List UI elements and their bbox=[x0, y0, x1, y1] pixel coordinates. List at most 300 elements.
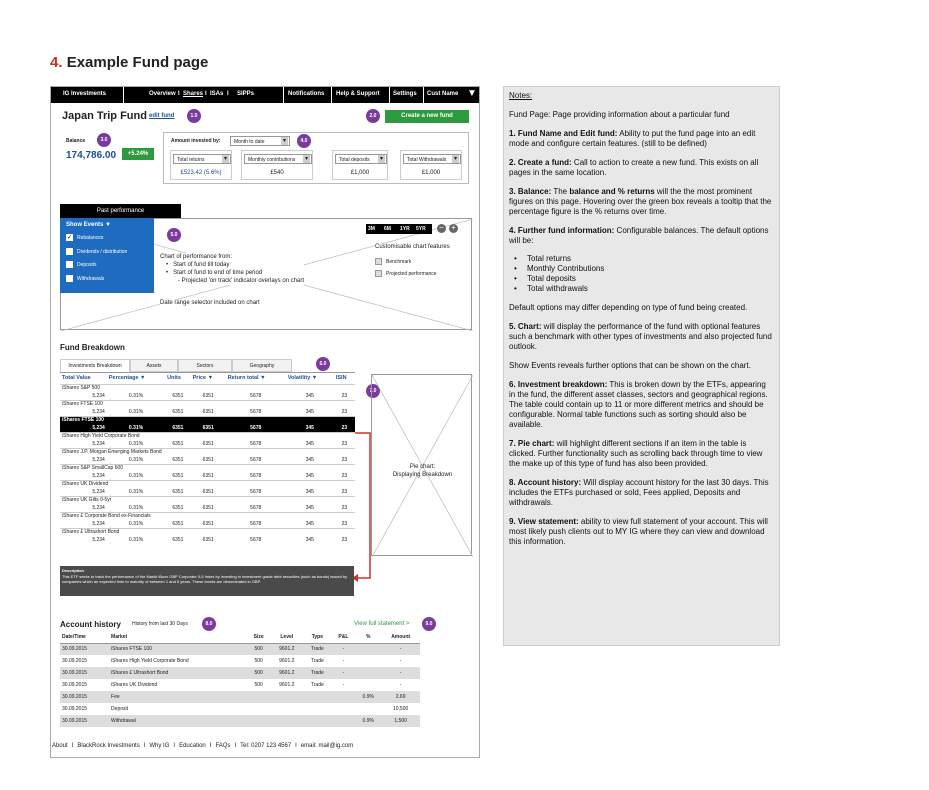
history-cell: - bbox=[342, 682, 345, 688]
table-cell: 6351 bbox=[172, 537, 184, 543]
range-button[interactable]: 3M bbox=[368, 226, 375, 232]
note-2-text: Call to action to create a new fund. This exists on all pages in the same location. bbox=[509, 158, 759, 177]
note-4-text: Configurable balances. The default options will be: bbox=[509, 226, 769, 245]
note-4-list-item: • Total withdrawals bbox=[527, 284, 774, 294]
column-header[interactable]: Return total ▼ bbox=[227, 375, 266, 382]
history-cell bbox=[332, 715, 356, 727]
nav-shares[interactable]: Shares bbox=[183, 91, 204, 97]
event-option[interactable] bbox=[66, 275, 104, 282]
history-cell: 500 bbox=[254, 670, 263, 676]
table-row-name[interactable] bbox=[60, 448, 355, 456]
invested-card bbox=[170, 150, 232, 180]
table-cell: 0.31% bbox=[128, 504, 144, 511]
history-cell: 30.09.2015 bbox=[62, 706, 88, 712]
checkbox-icon[interactable] bbox=[66, 261, 73, 268]
card-value: £1,000 bbox=[350, 170, 370, 176]
history-cell: iShares UK Dividend bbox=[111, 682, 158, 688]
etf-name: iShares £ Corporate Bond ex-Financials bbox=[60, 512, 355, 520]
history-cell bbox=[355, 667, 381, 679]
history-cell bbox=[270, 691, 303, 703]
invested-card bbox=[400, 150, 462, 180]
history-cell: 30.09.2015 bbox=[62, 694, 88, 700]
history-cell bbox=[355, 655, 381, 667]
table-cell: 5,234 bbox=[92, 440, 105, 447]
table-cell: 0.31% bbox=[128, 537, 144, 543]
history-cell: 500 bbox=[254, 658, 263, 664]
breakdown-tab[interactable]: Investments Breakdown bbox=[60, 359, 130, 372]
table-cell: 6351 bbox=[172, 472, 184, 479]
balance-label: Balance bbox=[66, 138, 86, 144]
table-cell: 5678 bbox=[250, 504, 262, 511]
history-cell: iShares FTSE 100 bbox=[111, 646, 152, 653]
custom-features-label: Customisable chart features bbox=[375, 244, 450, 250]
etf-name: iShares UK Gilts 0-5yr bbox=[60, 496, 355, 504]
column-header[interactable]: Units bbox=[167, 375, 181, 382]
badge-3: 3.0 bbox=[97, 133, 111, 147]
history-cell: 9601.2 bbox=[279, 658, 295, 664]
table-cell: 5,234 bbox=[92, 504, 105, 511]
table-cell: 6351 bbox=[172, 520, 184, 527]
history-cell bbox=[303, 703, 332, 715]
history-cell bbox=[270, 703, 303, 715]
zoom-in-icon[interactable]: + bbox=[449, 224, 458, 233]
column-header[interactable]: Total Value bbox=[62, 375, 91, 382]
table-cell: 23 bbox=[341, 537, 348, 543]
history-row bbox=[60, 703, 420, 715]
footer-separator: I bbox=[173, 743, 176, 749]
badge-8: 8.0 bbox=[202, 617, 216, 631]
invested-card bbox=[241, 150, 313, 180]
note-5-text: will display the performance of the fund with optional features such a benchmark with other types of investments and also projected fund outlook. bbox=[509, 322, 772, 351]
table-cell: 6351 bbox=[172, 440, 184, 447]
history-cell: - bbox=[342, 658, 345, 664]
history-cell: Trade bbox=[310, 658, 324, 664]
etf-name: iShares FTSE 100 bbox=[60, 416, 355, 424]
table-cell: 0.31% bbox=[128, 392, 144, 399]
etf-name: iShares J.P. Morgan Emerging Markets Bond bbox=[60, 448, 355, 456]
history-column-header[interactable]: Size bbox=[247, 632, 271, 643]
table-cell: 5678 bbox=[250, 440, 262, 447]
note-8-title: 8. Account history: bbox=[509, 478, 582, 487]
balance-value: 174,786.00 bbox=[66, 150, 117, 161]
fund-name: Japan Trip Fund bbox=[62, 110, 147, 122]
table-row-name[interactable] bbox=[60, 464, 355, 472]
history-row bbox=[60, 655, 420, 667]
description-box bbox=[60, 566, 354, 596]
history-cell: Fee bbox=[111, 694, 120, 700]
show-events-label[interactable]: Show Events bbox=[66, 222, 104, 228]
card-metric-select[interactable]: Monthly contributions ▾ bbox=[244, 154, 312, 164]
table-cell: 6351 bbox=[202, 392, 214, 399]
table-row[interactable] bbox=[60, 536, 355, 544]
event-option[interactable] bbox=[66, 261, 96, 268]
range-button[interactable]: 5YR bbox=[416, 226, 426, 232]
history-cell bbox=[247, 703, 271, 715]
projected-checkbox[interactable] bbox=[375, 270, 382, 277]
table-row-name[interactable] bbox=[60, 432, 355, 440]
table-cell: 6351 bbox=[202, 504, 214, 511]
history-cell: Deposit bbox=[111, 706, 128, 712]
table-row[interactable] bbox=[60, 488, 355, 496]
footer-link[interactable]: Why IG bbox=[149, 743, 170, 749]
table-cell: 6351 bbox=[202, 408, 214, 415]
table-cell: 6351 bbox=[202, 456, 214, 463]
table-cell: 23 bbox=[341, 440, 348, 447]
table-cell: 345 bbox=[305, 472, 314, 479]
heading-number: 4. bbox=[50, 54, 63, 71]
history-subtitle: History from last 30 Days bbox=[132, 621, 188, 627]
note-1-title: 1. Fund Name and Edit fund: bbox=[509, 129, 618, 138]
history-cell: 0.9% bbox=[362, 694, 374, 700]
table-cell: 0.31% bbox=[128, 488, 144, 495]
history-cell: - bbox=[399, 670, 402, 676]
footer-separator: I bbox=[295, 743, 297, 749]
table-cell: 6351 bbox=[172, 392, 184, 399]
table-row-name[interactable] bbox=[60, 496, 355, 504]
badge-9: 9.0 bbox=[422, 617, 436, 631]
card-metric-select[interactable]: Total Withdrawals ▾ bbox=[403, 154, 461, 164]
history-cell: 30.09.2015 bbox=[62, 682, 88, 688]
table-cell: 23 bbox=[341, 520, 348, 527]
notes-panel bbox=[503, 86, 780, 646]
nav-overview[interactable]: Overview bbox=[149, 91, 176, 97]
note-9-text: ability to view full statement of your account. This will most likely push clients out to MY IG where they can view and download this information. bbox=[509, 517, 768, 546]
column-header[interactable]: ISIN bbox=[335, 375, 347, 382]
table-cell: 23 bbox=[341, 424, 348, 431]
table-cell: 6351 bbox=[202, 537, 214, 543]
edit-fund-link[interactable]: edit fund bbox=[149, 113, 175, 119]
table-cell: 5678 bbox=[250, 472, 262, 479]
table-cell: 6351 bbox=[202, 424, 214, 431]
invested-label: Amount invested by: bbox=[171, 138, 221, 144]
table-cell: 6351 bbox=[172, 456, 184, 463]
table-cell: 5,234 bbox=[92, 408, 105, 415]
breakdown-table bbox=[60, 373, 355, 544]
event-option-label: Rebalances bbox=[77, 234, 104, 241]
history-cell: 30.09.2015 bbox=[62, 658, 88, 664]
chart-note-4: - Projected 'on track' indicator overlays on chart bbox=[178, 278, 305, 284]
chart-note-2: Start of fund till today bbox=[173, 262, 230, 268]
table-row[interactable] bbox=[60, 392, 355, 400]
view-statement-link[interactable]: View full statement > bbox=[354, 621, 410, 627]
table-cell: 5678 bbox=[250, 537, 262, 543]
history-cell: 2.69 bbox=[395, 694, 406, 700]
create-fund-button[interactable]: Create a new fund bbox=[385, 110, 469, 123]
note-5-extra: Show Events reveals further options that can be shown on the chart. bbox=[509, 361, 751, 370]
etf-name: iShares S&P SmallCap 600 bbox=[60, 464, 355, 472]
table-cell: 345 bbox=[305, 408, 314, 415]
description-arrow bbox=[350, 428, 380, 584]
footer-link[interactable]: Education bbox=[179, 743, 206, 749]
chart-notes: Chart of performance from: • Start of fund till today • Start of fund to end of time period - Projected 'on track' indicator overlays on chart bbox=[160, 254, 305, 284]
history-cell bbox=[332, 691, 356, 703]
pie-chart-placeholder[interactable] bbox=[371, 374, 472, 556]
event-option-label: Deposits bbox=[77, 261, 97, 268]
history-row bbox=[60, 667, 420, 679]
table-cell: 5678 bbox=[250, 520, 262, 527]
card-value: £540 bbox=[270, 170, 284, 176]
footer-link[interactable]: Tel: 0207 123 4567 bbox=[240, 743, 292, 749]
note-5-title: 5. Chart: bbox=[509, 322, 542, 331]
table-row[interactable] bbox=[60, 424, 355, 432]
history-cell: - bbox=[399, 682, 402, 688]
history-cell bbox=[355, 679, 381, 691]
card-metric-select[interactable]: Total deposits ▾ bbox=[335, 154, 387, 164]
table-cell: 345 bbox=[305, 456, 314, 463]
checkbox-icon[interactable] bbox=[66, 248, 73, 255]
note-4-list-item: • Total returns bbox=[527, 254, 774, 264]
history-cell: 30.09.2015 bbox=[62, 718, 88, 724]
history-column-header[interactable]: Type bbox=[303, 632, 332, 643]
badge-7: 7.0 bbox=[366, 384, 380, 398]
table-cell: 6351 bbox=[172, 504, 184, 511]
history-cell: - bbox=[399, 646, 402, 653]
card-value: £523.42 (5.6%) bbox=[180, 170, 222, 176]
note-7-text: will highlight different sections if an item in the table is clicked. Further functionality such as scrolling back through time to view the make up of this type of fund has also been provided. bbox=[509, 439, 763, 468]
history-column-header[interactable]: Date/Time bbox=[60, 632, 109, 643]
checked-checkbox-icon[interactable]: ✓ bbox=[67, 235, 73, 241]
range-button[interactable]: 1YR bbox=[400, 226, 410, 232]
event-option[interactable] bbox=[66, 234, 103, 241]
table-cell: 6351 bbox=[172, 424, 184, 431]
history-cell: 500 bbox=[254, 646, 263, 653]
history-cell: - bbox=[399, 658, 402, 664]
invested-card bbox=[332, 150, 388, 180]
table-cell: 6351 bbox=[202, 488, 214, 495]
note-3-text-b: will the the most prominent figures on this page. Hovering over the green box reveals a tooltip that the percentage figure is the % returns over time. bbox=[509, 187, 772, 216]
table-cell: 6351 bbox=[172, 408, 184, 415]
footer bbox=[51, 743, 479, 749]
badge-1: 1.0 bbox=[187, 109, 201, 123]
note-6-title: 6. Investment breakdown: bbox=[509, 380, 608, 389]
table-row-name[interactable] bbox=[60, 416, 355, 424]
table-cell: 5,234 bbox=[92, 488, 105, 495]
table-cell: 345 bbox=[305, 488, 314, 495]
history-cell: 30.09.2015 bbox=[62, 646, 88, 653]
footer-separator: I bbox=[71, 743, 74, 749]
history-column-header[interactable]: Level bbox=[270, 632, 303, 643]
table-cell: 345 bbox=[305, 520, 314, 527]
table-cell: 23 bbox=[341, 392, 348, 399]
history-cell bbox=[303, 715, 332, 727]
badge-5: 5.0 bbox=[167, 228, 181, 242]
nav-help[interactable]: Help & Support bbox=[336, 91, 380, 97]
nav-notifications[interactable]: Notifications bbox=[288, 91, 325, 97]
history-title: Account history bbox=[60, 620, 121, 629]
history-cell: 9601.2 bbox=[279, 670, 295, 676]
footer-separator: I bbox=[234, 743, 237, 749]
table-cell: 5,234 bbox=[92, 424, 105, 431]
table-cell: 5678 bbox=[250, 392, 262, 399]
etf-name: iShares UK Dividend bbox=[60, 480, 355, 488]
history-cell bbox=[247, 691, 271, 703]
history-cell: - bbox=[342, 646, 345, 653]
table-cell: 6351 bbox=[202, 520, 214, 527]
history-cell bbox=[303, 691, 332, 703]
table-cell: 5,234 bbox=[92, 520, 105, 527]
table-cell: 0.31% bbox=[128, 520, 144, 527]
event-option-label: Withdrawals bbox=[77, 275, 105, 282]
returns-badge[interactable]: +5.24% bbox=[122, 148, 154, 160]
history-table bbox=[60, 632, 420, 727]
nav-sipps[interactable]: SIPPs bbox=[237, 91, 255, 97]
history-cell: Trade bbox=[310, 646, 324, 653]
badge-2: 2.0 bbox=[366, 109, 380, 123]
note-3-bold: balance and % returns bbox=[569, 187, 655, 196]
chevron-down-icon[interactable]: ▼ bbox=[467, 88, 477, 99]
footer-separator: I bbox=[143, 743, 146, 749]
history-cell bbox=[332, 703, 356, 715]
chart-note-3: Start of fund to end of time period bbox=[173, 270, 263, 276]
history-cell: 9601.2 bbox=[279, 682, 295, 688]
show-events-panel[interactable]: Show Events ▼ ✓ Rebalances Dividends / distribution Deposits Withdrawals bbox=[60, 218, 154, 293]
table-row-name[interactable] bbox=[60, 528, 355, 536]
history-cell: 30.09.2015 bbox=[62, 670, 88, 676]
history-row bbox=[60, 715, 420, 727]
history-cell: 9601.2 bbox=[279, 646, 295, 653]
nav-customer[interactable]: Cust Name bbox=[427, 91, 459, 97]
table-cell: 0.31% bbox=[128, 456, 144, 463]
history-cell: - bbox=[342, 670, 345, 676]
breakdown-tab[interactable]: Sectors bbox=[178, 359, 232, 372]
table-cell: 5678 bbox=[250, 488, 262, 495]
column-header[interactable]: Percentage ▼ bbox=[108, 375, 146, 382]
notes-intro: Fund Page: Page providing information about a particular fund bbox=[509, 110, 730, 119]
badge-6: 6.0 bbox=[316, 357, 330, 371]
history-cell: Trade bbox=[310, 682, 324, 688]
footer-link[interactable]: BlackRock Investments bbox=[77, 743, 140, 749]
note-4-footer: Default options may differ depending on type of fund being created. bbox=[509, 303, 748, 312]
etf-name: iShares FTSE 100 bbox=[60, 400, 355, 408]
table-cell: 345 bbox=[305, 392, 314, 399]
history-cell bbox=[355, 703, 381, 715]
history-cell: iShares £ Ultrashort Bond bbox=[111, 670, 169, 676]
history-cell: 0.9% bbox=[362, 718, 374, 724]
nav-isas[interactable]: ISAs bbox=[210, 91, 224, 97]
history-column-header[interactable]: Market bbox=[109, 632, 247, 643]
table-row[interactable] bbox=[60, 520, 355, 528]
pie-label-2: Displaying Breakdown bbox=[392, 472, 453, 478]
table-row-name[interactable] bbox=[60, 384, 355, 392]
table-cell: 5,234 bbox=[92, 472, 105, 479]
history-row bbox=[60, 679, 420, 691]
brand-link[interactable]: IG Investments bbox=[63, 91, 107, 97]
zoom-out-icon[interactable]: − bbox=[437, 224, 446, 233]
card-metric-select[interactable]: Total returns ▾ bbox=[173, 154, 231, 164]
breakdown-tab[interactable]: Assets bbox=[130, 359, 178, 372]
table-cell: 5,234 bbox=[92, 392, 105, 399]
past-performance-tab[interactable]: Past performance bbox=[60, 204, 181, 218]
table-cell: 6351 bbox=[202, 440, 214, 447]
chart-note-5: Date range selector included on chart bbox=[160, 300, 260, 306]
history-column-header[interactable]: % bbox=[355, 632, 381, 643]
history-cell: 500 bbox=[254, 682, 263, 688]
history-row bbox=[60, 643, 420, 655]
table-cell: 345 bbox=[305, 424, 314, 431]
history-cell bbox=[355, 643, 381, 655]
benchmark-checkbox[interactable] bbox=[375, 258, 382, 265]
heading-title: Example Fund page bbox=[66, 54, 209, 71]
note-4-list bbox=[527, 254, 774, 294]
etf-name: iShares High Yield Corporate Bond bbox=[60, 432, 355, 440]
nav-settings[interactable]: Settings bbox=[393, 91, 417, 97]
table-cell: 5,234 bbox=[92, 456, 105, 463]
table-cell: 6351 bbox=[202, 472, 214, 479]
note-4-list-item: • Total deposits bbox=[527, 274, 774, 284]
chart-note-1: Chart of performance from: bbox=[160, 254, 233, 260]
page-heading bbox=[50, 54, 208, 71]
history-column-header[interactable]: Amount bbox=[381, 632, 420, 643]
history-row bbox=[60, 691, 420, 703]
table-cell: 0.31% bbox=[128, 472, 144, 479]
breakdown-title: Fund Breakdown bbox=[60, 343, 125, 352]
table-row[interactable] bbox=[60, 440, 355, 448]
table-cell: 6351 bbox=[172, 488, 184, 495]
history-cell: iShares High Yield Corporate Bond bbox=[111, 658, 189, 664]
footer-link[interactable]: email: mail@ig.com bbox=[300, 743, 354, 749]
history-cell: Withdrawal bbox=[111, 718, 136, 724]
note-9-title: 9. View statement: bbox=[509, 517, 579, 526]
range-button[interactable]: 6M bbox=[384, 226, 391, 232]
period-select[interactable]: Month to date ▾ bbox=[230, 136, 290, 146]
column-header[interactable]: Price ▼ bbox=[192, 375, 214, 382]
checkbox-icon[interactable] bbox=[66, 275, 73, 282]
table-row[interactable] bbox=[60, 456, 355, 464]
column-header[interactable]: Volatility ▼ bbox=[287, 375, 318, 382]
description-title: Description bbox=[62, 568, 85, 573]
table-cell: 23 bbox=[341, 504, 348, 511]
pie-label-1: Pie chart: bbox=[409, 464, 436, 470]
table-row[interactable] bbox=[60, 504, 355, 512]
table-row-name[interactable] bbox=[60, 400, 355, 408]
description-text: This ETF seeks to track the performance of the Markit iBoxx GBP Corporate 0-5 Index by investing in investment grade debt securities (such as bonds) issued by companies which an expected time to maturity of between 1 and 5 years. These bonds are denominated in GBP. bbox=[62, 573, 348, 584]
etf-name: iShares S&P 500 bbox=[60, 384, 355, 392]
footer-link[interactable]: FAQs bbox=[215, 743, 231, 749]
table-cell: 23 bbox=[341, 472, 348, 479]
history-cell: Trade bbox=[310, 670, 324, 676]
table-row-name[interactable] bbox=[60, 480, 355, 488]
etf-name: iShares £ Ultrashort Bond bbox=[60, 528, 355, 536]
history-cell: 1,500 bbox=[394, 718, 407, 724]
breakdown-tab[interactable]: Geography bbox=[232, 359, 292, 372]
table-row[interactable] bbox=[60, 408, 355, 416]
table-row[interactable] bbox=[60, 472, 355, 480]
projected-label: Projected performance bbox=[386, 270, 437, 277]
history-cell: 10,500 bbox=[392, 706, 409, 712]
history-cell bbox=[270, 715, 303, 727]
table-cell: 5,234 bbox=[92, 537, 105, 543]
notes-title: Notes: bbox=[509, 91, 533, 100]
history-column-header[interactable]: P&L bbox=[332, 632, 356, 643]
event-option[interactable] bbox=[66, 248, 127, 255]
table-cell: 5678 bbox=[250, 456, 262, 463]
footer-link[interactable]: About bbox=[52, 743, 68, 749]
note-4-title: 4. Further fund information: bbox=[509, 226, 615, 235]
event-option-label: Dividends / distribution bbox=[77, 248, 128, 255]
note-3-title: 3. Balance: bbox=[509, 187, 552, 196]
table-cell: 5678 bbox=[250, 424, 262, 431]
benchmark-label: Benchmark bbox=[386, 258, 412, 265]
top-nav: IG Investments Overview I Shares I ISAs I SIPPs Notifications Help & Support Settings Cust Name ▼ bbox=[51, 87, 479, 103]
table-cell: 23 bbox=[341, 408, 348, 415]
table-cell: 0.31% bbox=[128, 408, 144, 415]
note-2-title: 2. Create a fund: bbox=[509, 158, 572, 167]
note-6-text: This is broken down by the ETFs, appearing in the fund, the different asset classes, sectors and geographical regions. The table could contain up to 11 or more different metrics and should be configurable. Normal table functions such as sorting should also be available. bbox=[509, 380, 768, 429]
note-7-title: 7. Pie chart: bbox=[509, 439, 555, 448]
table-row-name[interactable] bbox=[60, 512, 355, 520]
note-4-list-item: • Monthly Contributions bbox=[527, 264, 774, 274]
table-cell: 345 bbox=[305, 504, 314, 511]
